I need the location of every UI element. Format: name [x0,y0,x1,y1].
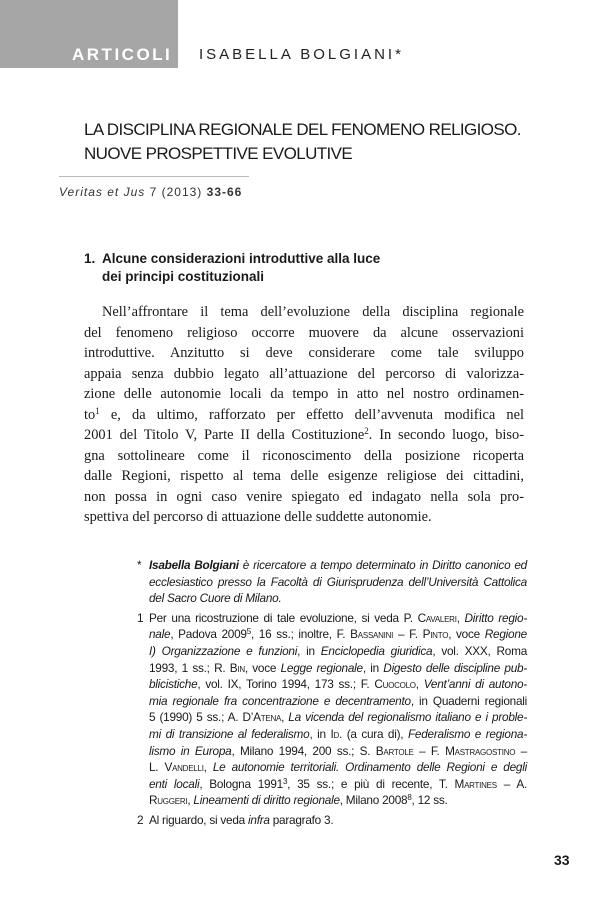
footnote-work-title: lismo in Europa [149,743,232,758]
article-title [84,118,544,166]
footnote-text: , [281,710,289,725]
body-line [84,405,524,426]
body-text-run: to [84,406,96,423]
footnote-line [149,693,527,710]
footnote-author-ref: Mastragostino [445,743,516,758]
footnote-text: Per una ricostruzione di tale evoluzione, si veda P. [149,610,418,625]
footnote-text: L. [149,760,165,775]
footnote-author-ref: Martines [454,776,497,791]
page-number: 33 [554,852,570,868]
body-text-run: 2001 del Titolo V, Parte II della Costituzione [84,427,365,443]
footnote-text: , 16 ss.; inoltre, F. [250,627,351,642]
footnote-mark: 1 [137,610,144,625]
footnote-author-name: Isabella Bolgiani [149,558,239,572]
footnote-author-ref: Cuocolo [374,677,416,692]
footnote-work-title: Digesto delle discipline pub- [383,660,527,675]
journal-pages: 33-66 [206,185,243,199]
footnote-text: , 12 ss. [411,793,448,808]
footnote-work-title: Vent’anni di autono- [423,677,527,692]
footnote-work-title: Regione [484,627,527,642]
footnote-author-ref: Vandelli [164,760,204,775]
footnote-ref[interactable]: 2 [364,426,369,436]
footnote-work-title: Enciclopedia giuridica [320,643,433,658]
footnote-mark: * [137,558,142,572]
footnote-text: , Milano 2008 [339,793,408,808]
section-number: 1. [84,251,96,266]
section-label: ARTICOLI [72,45,173,64]
body-paragraph [84,302,524,528]
footnote-author-ref: Pinto [422,627,449,642]
footnote-text: – A. [496,776,527,791]
footnote-ref[interactable]: 1 [95,405,100,416]
footnote-text: , voce [448,627,485,642]
body-line: spettiva del percorso di attuazione delle suddette autonomie. [84,509,432,525]
footnote-text: , voce [244,660,281,675]
footnote-text: , [456,610,465,625]
footnote-line [149,709,527,726]
body-line: Nell’affrontare il tema dell’evoluzione della disciplina regionale [102,304,524,320]
footnote-work-title: blicistiche [149,677,198,692]
footnote-line [149,726,527,743]
footnote-author-ref: Atena [253,710,282,725]
footnote-line [149,792,527,809]
footnote-line [149,676,527,693]
footnote-text: paragrafo 3. [269,812,334,827]
footnote-line: ecclesiastico presso la Facoltà di Giurisprudenza dell’Università Cattolica [149,574,527,589]
footnote-line [149,776,527,793]
footnote-line: del Sacro Cuore di Milano. [149,591,282,606]
journal-volume: 7 (2013) [149,185,203,199]
footnote-author [137,557,527,607]
journal-citation [59,185,242,199]
footnote-work-title: enti locali [149,776,200,791]
body-line: gna sottolineare come il riconoscimento della posizione ricoperta [84,447,524,464]
footnote-text: , Padova 2009 [170,627,247,642]
footnote-text: , 35 ss.; e più di recente, T. [287,776,455,791]
divider [59,176,249,177]
footnote-author-ref: Bartole [375,743,414,758]
footnote-work-title: Le autonomie territoriali. Ordinamento delle Regioni e degli [212,760,527,775]
footnote-author-ref: Cavaleri [417,610,457,625]
footnote-author-ref: Id. [330,726,343,741]
footnotes [137,557,527,832]
footnote-text: – F. [393,627,423,642]
body-line [84,425,524,446]
footnote-work-title: I) Organizzazione e funzioni [149,643,298,658]
body-text-run: . In secondo luogo, biso- [368,427,524,443]
section-heading [84,250,524,286]
footnote-text: , in Quaderni regionali [410,693,528,708]
journal-name: Veritas et Jus [59,185,146,199]
footnote-work-title: mia regionale fra concentrazione e decentramento [149,693,411,708]
body-line: appaia senza dubbio legato all’attuazione del percorso di valorizza- [84,365,524,382]
section-title-line: dei principi costituzionali [102,269,265,284]
footnote-line [149,660,527,677]
footnote-work-title: Lineamenti di diritto regionale [193,793,340,808]
title-line: LA DISCIPLINA REGIONALE DEL FENOMENO RELIGIOSO. [84,120,521,139]
footnote-text: , in [297,643,321,658]
footnote-work-title: nale [149,627,171,642]
footnote-line [149,610,527,627]
footnote-author-ref: Bin [229,660,245,675]
footnote-line [149,626,527,643]
body-text-run: e, da ultimo, rafforzato per effetto dell’avvenuta modifica nel [99,406,524,423]
footnote-text: 5 (1990) 5 ss.; A. D’ [149,710,254,725]
footnote-text: – [515,743,527,758]
footnote-work-title: Federalismo e regiona- [407,726,528,741]
footnote-work-title: Legge regionale [280,660,363,675]
footnote-text: Al riguardo, si veda [149,812,249,827]
footnote-line [149,643,527,660]
footnote-text: , Bologna 1991 [199,776,283,791]
footnote-text: , [187,793,194,808]
section-title-line: Alcune considerazioni introduttive alla luce [102,251,381,266]
footnote-text-italic: infra [248,812,270,827]
footnote-work-title: mi di transizione al federalismo [149,726,310,741]
body-line: introduttive. Anzitutto si deve considerare come tale sviluppo [84,345,524,361]
footnote-text: , in [309,726,331,741]
footnote-text: (a cura di), [342,726,408,741]
footnote-text: 1993, 1 ss.; R. [149,660,230,675]
edition-superscript: 8 [407,793,412,803]
footnote-mark: 2 [137,812,144,827]
footnote-1 [137,610,527,809]
title-line: NUOVE PROSPETTIVE EVOLUTIVE [84,144,353,163]
footnote-2 [137,812,527,829]
footnote-text: , vol. XXX, Roma [432,643,528,658]
footnote-text: – F. [413,743,446,758]
footnote-text: , in [362,660,384,675]
footnote-line [149,557,527,574]
body-line: del fenomeno religioso occorre muovere da alcune osservazioni [84,324,524,341]
footnote-text: , Milano 1994, 200 ss.; S. [231,743,376,758]
footnote-line [149,759,527,776]
footnote-author-ref: Bassanini [350,627,394,642]
footnote-work-title: La vicenda del regionalismo italiano e i proble- [288,710,527,725]
body-line: zione delle autonomie locali da tempo in atto nel nostro ordinamen- [84,386,524,402]
author-header: ISABELLA BOLGIANI* [199,46,404,63]
body-line: non possa in ogni caso venire spiegato ed indagato nella sola pro- [84,488,524,505]
footnote-author-ref: Ruggeri [149,793,188,808]
edition-superscript: 3 [282,776,288,786]
footnote-text: è ricercatore a tempo determinato in Diritto canonico ed [238,558,527,572]
footnote-line [149,812,527,829]
footnote-text: , [415,677,424,692]
body-line: dalle Regioni, rispetto al tema delle esigenze religiose dei cittadini, [84,468,524,484]
footnote-line [149,743,527,760]
footnote-text: , [203,760,213,775]
footnote-text: , vol. IX, Torino 1994, 173 ss.; F. [197,677,375,692]
footnote-work-title: Diritto regio- [464,610,527,625]
edition-superscript: 5 [246,627,251,637]
